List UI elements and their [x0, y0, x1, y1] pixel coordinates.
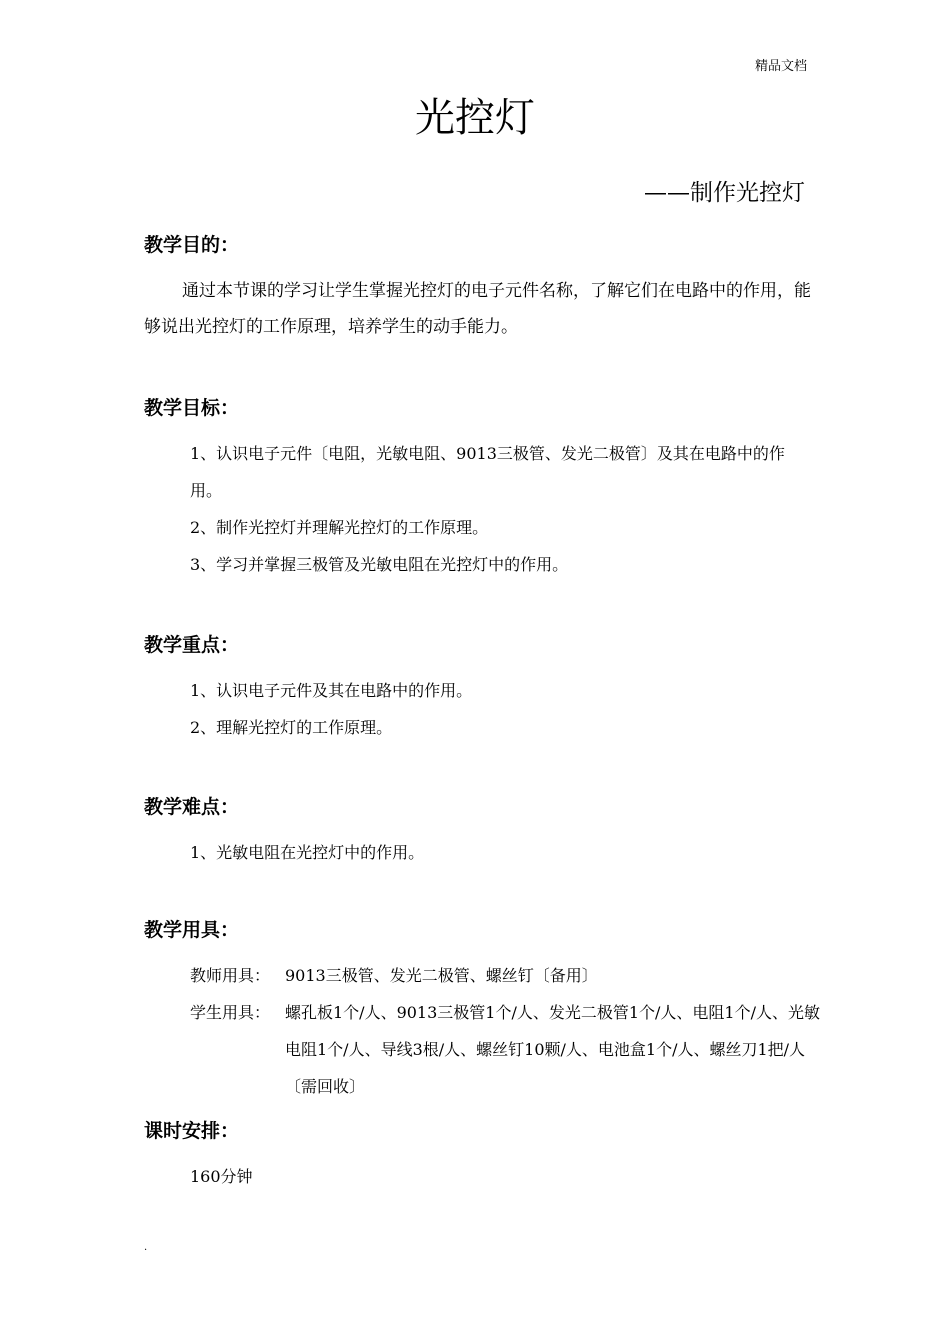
list-item: 3、学习并掌握三极管及光敏电阻在光控灯中的作用。 [190, 555, 569, 574]
tools-list [190, 957, 820, 1105]
schedule-heading: 课时安排： [144, 1120, 240, 1142]
teacher-tools-value: 9013三极管、发光二极管、螺丝钉〔备用〕 [285, 966, 598, 985]
student-tools-value: 螺孔板1个/人、9013三极管1个/人、发光二极管1个/人、电阻1个/人、光敏电阻1个/人、导线3根/人、螺丝钉10颗/人、电池盒1个/人、螺丝刀1把/人〔需回收〕 [285, 1003, 821, 1096]
student-tools-row [190, 994, 820, 1105]
teacher-tools-row [190, 957, 820, 994]
keypoints-list [190, 672, 810, 746]
schedule-text [190, 1158, 810, 1195]
list-item: 1、认识电子元件〔电阻，光敏电阻、9013三极管、发光二极管〕及其在电路中的作用。 [190, 444, 785, 500]
goals-list [190, 435, 810, 583]
list-item: 1、光敏电阻在光控灯中的作用。 [190, 843, 425, 862]
list-item: 2、制作光控灯并理解光控灯的工作原理。 [190, 518, 489, 537]
header-note: 精品文档 [754, 59, 807, 74]
schedule-duration: 160分钟 [190, 1167, 253, 1186]
document-subtitle: ——制作光控灯 [644, 180, 805, 206]
student-tools-label: 学生用具： [190, 1003, 271, 1022]
document-title: 光控灯 [415, 95, 535, 141]
purpose-heading: 教学目的： [144, 234, 240, 256]
tools-heading: 教学用具： [144, 919, 240, 941]
goals-heading: 教学目标： [144, 397, 240, 419]
footer-mark: . [144, 1242, 148, 1253]
keypoints-heading: 教学重点： [144, 634, 240, 656]
list-item: 1、认识电子元件及其在电路中的作用。 [190, 681, 473, 700]
list-item: 2、理解光控灯的工作原理。 [190, 718, 393, 737]
teacher-tools-label: 教师用具： [190, 966, 271, 985]
difficulties-heading: 教学难点： [144, 796, 240, 818]
difficulties-list [190, 834, 810, 871]
purpose-text: 通过本节课的学习让学生掌握光控灯的电子元件名称，了解它们在电路中的作用，能够说出光控灯的工作原理，培养学生的动手能力。 [144, 281, 811, 337]
